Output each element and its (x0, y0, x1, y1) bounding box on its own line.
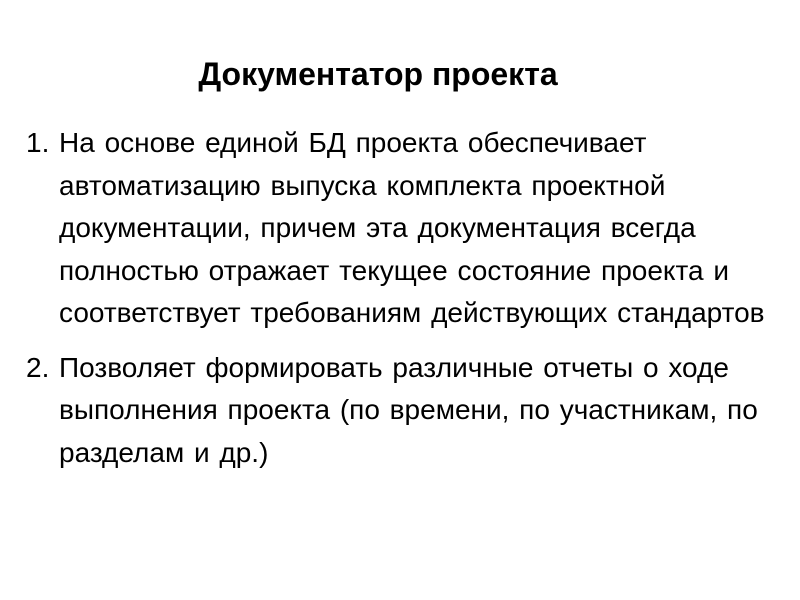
list-item (26, 122, 774, 335)
numbered-list (26, 122, 774, 486)
list-item-number: 1. (26, 127, 50, 158)
list-item-text: На основе единой БД проекта обеспечивает автоматизацию выпуска комплекта проектной документации, причем эта документация всегда полностью отражает текущее состояние проекта и соответствует требованиям действующих стандартов (59, 127, 765, 328)
list-item-text: Позволяет формировать различные отчеты о ходе выполнения проекта (по времени, по участникам, по разделам и др.) (59, 351, 758, 468)
list-item-number: 2. (26, 351, 50, 383)
slide-title: Документатор проекта (198, 56, 558, 92)
list-item (26, 347, 774, 475)
